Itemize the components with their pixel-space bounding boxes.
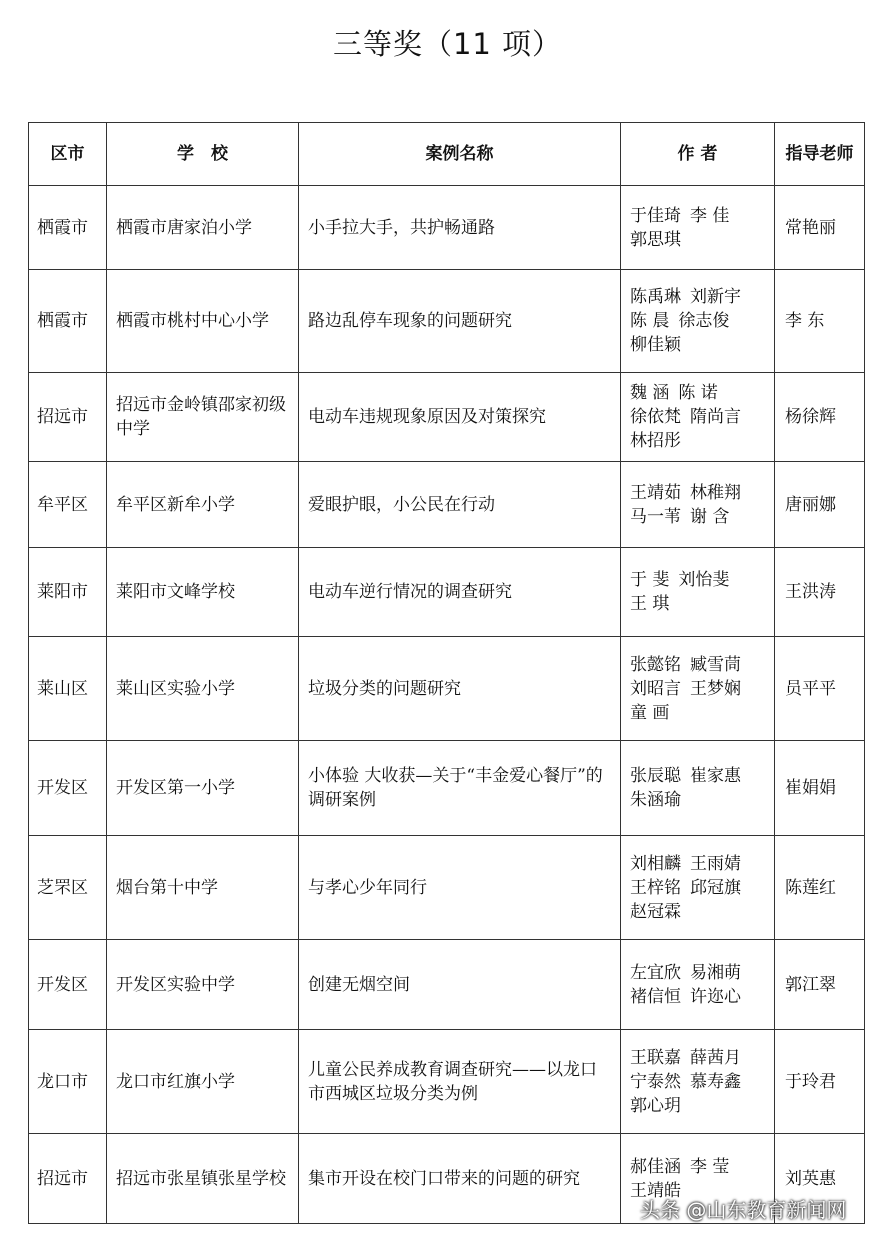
author-line — [630, 204, 770, 228]
school-cell: 招远市金岭镇邵家初级中学 — [107, 373, 299, 462]
teacher-cell: 常艳丽 — [775, 186, 865, 270]
author-name: 王梓铭 — [630, 877, 681, 898]
district-cell: 招远市 — [29, 1134, 107, 1224]
header-teacher: 指导老师 — [775, 123, 865, 186]
author-line — [630, 592, 770, 616]
author-line — [630, 900, 770, 924]
school-cell: 烟台第十中学 — [107, 836, 299, 940]
author-name: 宁泰然 — [630, 1071, 681, 1092]
author-line — [630, 568, 770, 592]
case-name-cell: 小体验 大收获—关于“丰金爱心餐厅”的调研案例 — [299, 741, 621, 836]
author-name: 刘怡斐 — [678, 570, 730, 590]
teacher-cell: 郭江翠 — [775, 940, 865, 1030]
teacher-cell: 崔娟娟 — [775, 741, 865, 836]
author-line — [630, 228, 770, 252]
author-name: 王梦娴 — [690, 678, 741, 699]
case-name-cell: 路边乱停车现象的问题研究 — [299, 270, 621, 373]
authors-cell — [621, 836, 775, 940]
author-name: 陈 诺 — [678, 383, 718, 403]
district-cell: 开发区 — [29, 940, 107, 1030]
case-name-cell: 与孝心少年同行 — [299, 836, 621, 940]
author-name: 赵冠霖 — [630, 901, 681, 922]
case-name-cell: 集市开设在校门口带来的问题的研究 — [299, 1134, 621, 1224]
table-row — [29, 186, 865, 270]
district-cell: 芝罘区 — [29, 836, 107, 940]
teacher-cell: 王洪涛 — [775, 548, 865, 637]
author-line — [630, 701, 770, 725]
school-cell: 栖霞市桃村中心小学 — [107, 270, 299, 373]
author-name: 刘新宇 — [690, 287, 741, 307]
author-name: 王 琪 — [630, 594, 670, 614]
author-line — [630, 429, 770, 453]
teacher-cell: 员平平 — [775, 637, 865, 741]
authors-cell — [621, 741, 775, 836]
author-line — [630, 788, 770, 812]
author-name: 郭思琪 — [630, 229, 681, 250]
district-cell: 栖霞市 — [29, 270, 107, 373]
case-name-cell: 小手拉大手，共护畅通路 — [299, 186, 621, 270]
author-name: 郝佳涵 — [630, 1156, 681, 1177]
authors-cell — [621, 462, 775, 548]
author-line — [630, 1094, 770, 1118]
author-name: 林稚翔 — [690, 482, 741, 503]
school-cell: 栖霞市唐家泊小学 — [107, 186, 299, 270]
author-line — [630, 677, 770, 701]
author-name: 刘昭言 — [630, 678, 681, 699]
authors-cell — [621, 373, 775, 462]
district-cell: 招远市 — [29, 373, 107, 462]
author-name: 徐依梵 — [630, 407, 681, 427]
district-cell: 莱山区 — [29, 637, 107, 741]
school-cell: 开发区实验中学 — [107, 940, 299, 1030]
table-row — [29, 373, 865, 462]
table-row — [29, 741, 865, 836]
author-line — [630, 285, 770, 309]
author-name: 陈 晨 — [630, 311, 670, 331]
case-name-cell: 创建无烟空间 — [299, 940, 621, 1030]
teacher-cell: 刘英惠 — [775, 1134, 865, 1224]
author-name: 隋尚言 — [690, 407, 741, 427]
author-name: 王联嘉 — [630, 1047, 681, 1068]
page-title: 三等奖（11 项） — [332, 27, 563, 61]
author-name: 崔家惠 — [690, 766, 741, 786]
header-district: 区市 — [29, 123, 107, 186]
author-line — [630, 764, 770, 788]
table-row — [29, 462, 865, 548]
author-name: 马一苇 — [630, 506, 681, 527]
author-name: 徐志俊 — [678, 311, 730, 331]
authors-cell — [621, 637, 775, 741]
authors-cell — [621, 270, 775, 373]
case-name-cell: 电动车违规现象原因及对策探究 — [299, 373, 621, 462]
author-name: 慕寿鑫 — [690, 1071, 741, 1092]
header-case: 案例名称 — [299, 123, 621, 186]
author-line — [630, 876, 770, 900]
author-name: 郭心玥 — [630, 1095, 681, 1116]
case-name-cell: 电动车逆行情况的调查研究 — [299, 548, 621, 637]
school-cell: 牟平区新牟小学 — [107, 462, 299, 548]
author-line — [630, 1155, 770, 1179]
district-cell: 莱阳市 — [29, 548, 107, 637]
author-name: 于佳琦 — [630, 205, 681, 226]
author-name: 童 画 — [630, 702, 670, 723]
district-cell: 牟平区 — [29, 462, 107, 548]
author-name: 左宜欣 — [630, 962, 681, 983]
author-line — [630, 1070, 770, 1094]
author-name: 邱冠旗 — [690, 877, 741, 898]
authors-cell — [621, 548, 775, 637]
school-cell: 莱阳市文峰学校 — [107, 548, 299, 637]
district-cell: 栖霞市 — [29, 186, 107, 270]
author-name: 王靖皓 — [630, 1180, 681, 1201]
teacher-cell: 唐丽娜 — [775, 462, 865, 548]
authors-cell — [621, 186, 775, 270]
school-cell: 开发区第一小学 — [107, 741, 299, 836]
author-line — [630, 852, 770, 876]
teacher-cell: 李 东 — [775, 270, 865, 373]
table-row — [29, 548, 865, 637]
case-name-cell: 爱眼护眼，小公民在行动 — [299, 462, 621, 548]
teacher-cell: 陈莲红 — [775, 836, 865, 940]
author-name: 林招彤 — [630, 431, 681, 451]
author-name: 李 莹 — [690, 1156, 730, 1177]
author-line — [630, 961, 770, 985]
watermark: 头条 @山东教育新闻网 — [640, 1198, 847, 1222]
teacher-cell: 杨徐辉 — [775, 373, 865, 462]
author-name: 于 斐 — [630, 570, 670, 590]
author-name: 臧雪茼 — [690, 654, 741, 675]
author-line — [630, 405, 770, 429]
author-name: 魏 涵 — [630, 383, 670, 403]
table-row — [29, 1030, 865, 1134]
authors-cell — [621, 940, 775, 1030]
author-line — [630, 381, 770, 405]
school-cell: 龙口市红旗小学 — [107, 1030, 299, 1134]
author-line — [630, 309, 770, 333]
author-name: 柳佳颖 — [630, 335, 681, 355]
author-name: 王雨婧 — [690, 853, 741, 874]
author-name: 张辰聪 — [630, 766, 681, 786]
author-name: 褚信恒 — [630, 986, 681, 1007]
author-line — [630, 481, 770, 505]
teacher-cell: 于玲君 — [775, 1030, 865, 1134]
header-authors: 作 者 — [621, 123, 775, 186]
author-name: 李 佳 — [690, 205, 730, 226]
author-name: 谢 含 — [690, 506, 730, 527]
table-row — [29, 270, 865, 373]
author-name: 陈禹琳 — [630, 287, 681, 307]
case-name-cell: 垃圾分类的问题研究 — [299, 637, 621, 741]
header-school: 学 校 — [107, 123, 299, 186]
author-name: 许迩心 — [690, 986, 741, 1007]
district-cell: 开发区 — [29, 741, 107, 836]
awards-table — [28, 122, 865, 1224]
table-row — [29, 940, 865, 1030]
author-line — [630, 505, 770, 529]
author-name: 朱涵瑜 — [630, 790, 681, 810]
district-cell: 龙口市 — [29, 1030, 107, 1134]
author-name: 王靖茹 — [630, 482, 681, 503]
table-header-row — [29, 123, 865, 186]
author-line — [630, 985, 770, 1009]
table-row — [29, 836, 865, 940]
authors-cell — [621, 1030, 775, 1134]
author-name: 易湘萌 — [690, 962, 741, 983]
case-name-cell: 儿童公民养成教育调查研究——以龙口市西城区垃圾分类为例 — [299, 1030, 621, 1134]
author-name: 张懿铭 — [630, 654, 681, 675]
school-cell: 招远市张星镇张星学校 — [107, 1134, 299, 1224]
author-name: 刘相麟 — [630, 853, 681, 874]
author-name: 薛茜月 — [690, 1047, 741, 1068]
table-row — [29, 637, 865, 741]
school-cell: 莱山区实验小学 — [107, 637, 299, 741]
author-line — [630, 653, 770, 677]
author-line — [630, 333, 770, 357]
author-line — [630, 1046, 770, 1070]
